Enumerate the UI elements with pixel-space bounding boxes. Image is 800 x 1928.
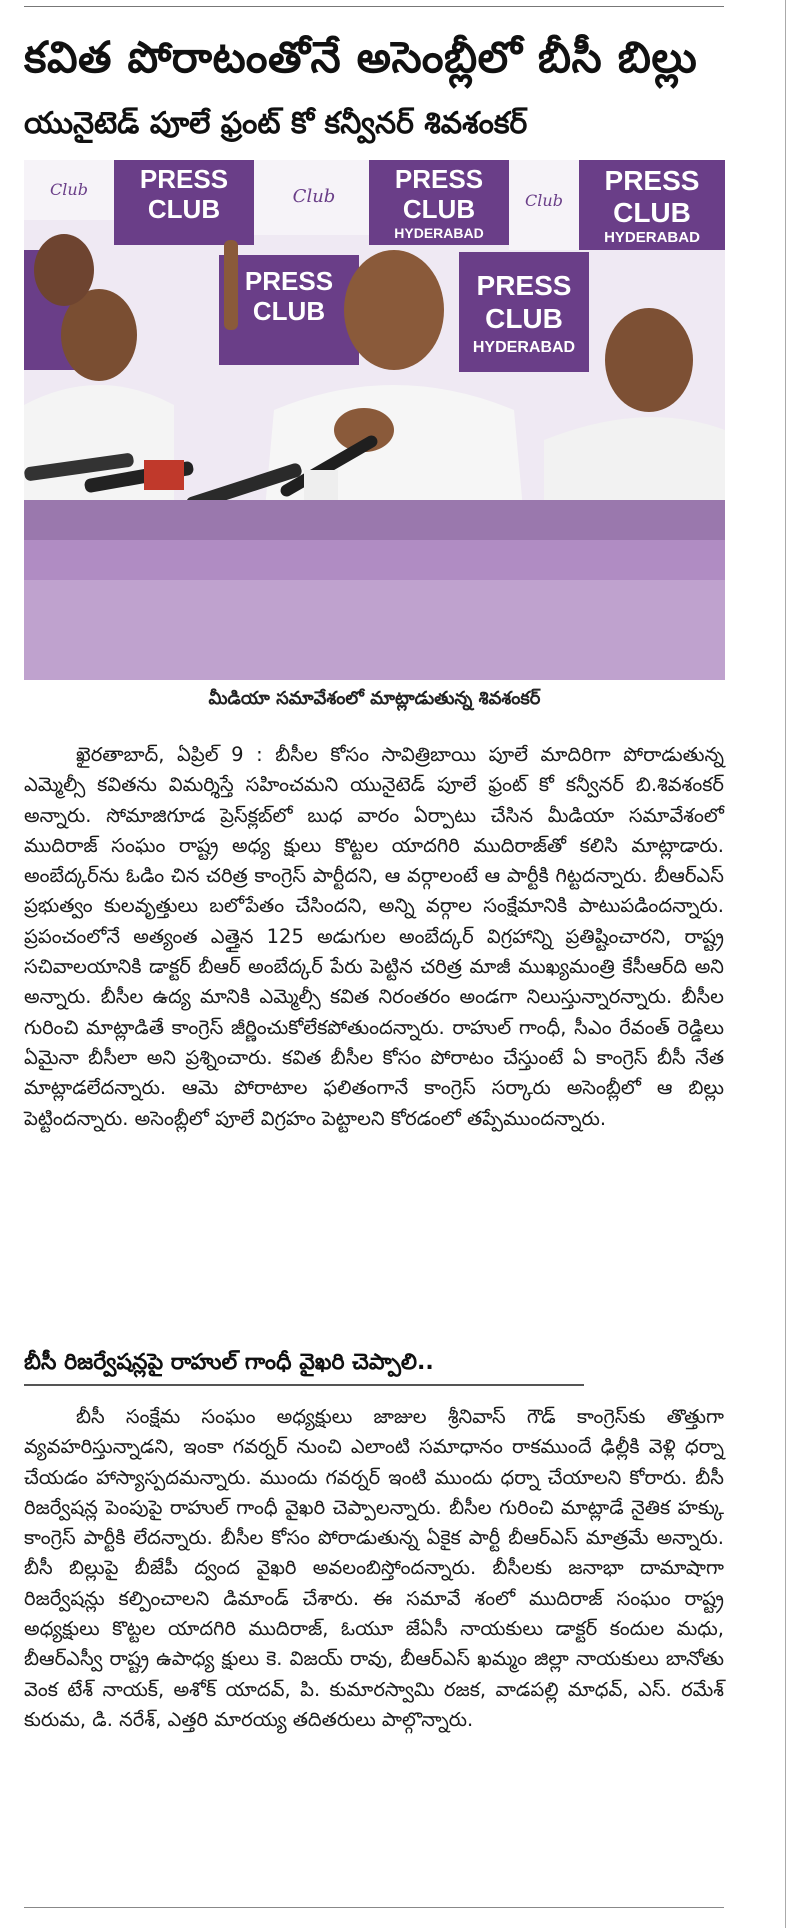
- svg-text:HYDERABAD: HYDERABAD: [604, 229, 700, 246]
- top-rule: [24, 6, 724, 7]
- svg-text:Club: Club: [50, 180, 88, 199]
- svg-text:PRESS: PRESS: [139, 164, 229, 194]
- svg-text:CLUB: CLUB: [485, 303, 563, 334]
- svg-text:CLUB: CLUB: [147, 194, 221, 224]
- svg-text:CLUB: CLUB: [252, 296, 326, 326]
- press-club-banner: [369, 160, 509, 245]
- svg-text:PRESS: PRESS: [394, 164, 484, 194]
- column-rule: [785, 0, 786, 1928]
- press-club-banner: [114, 160, 254, 245]
- subheadline: యునైటెడ్ పూలే ఫ్రంట్ కో కన్వీనర్ శివశంకర్: [24, 106, 528, 141]
- svg-text:HYDERABAD: HYDERABAD: [472, 339, 576, 356]
- svg-text:PRESS: PRESS: [244, 266, 334, 296]
- svg-text:HYDERABAD: HYDERABAD: [394, 225, 484, 241]
- article-body-2: [24, 1402, 724, 1735]
- svg-text:PRESS: PRESS: [604, 165, 700, 196]
- press-club-banner: [579, 160, 725, 250]
- svg-text:Club: Club: [525, 191, 563, 210]
- press-club-banner: [219, 255, 359, 365]
- svg-text:CLUB: CLUB: [402, 194, 476, 224]
- photo-caption: మీడియా సమావేశంలో మాట్లాడుతున్న శివశంకర్: [208, 688, 541, 709]
- press-club-banner: [459, 252, 589, 372]
- article-body-1: [24, 740, 724, 1134]
- paragraph: ఖైరతాబాద్, ఏప్రిల్ 9 : బీసీల కోసం సావిత్రిబాయి పూలే మాదిరిగా పోరాడుతున్న ఎమ్మెల్సీ కవితను విమర్శిస్తే సహించమని యునైటెడ్ పూలే ఫ్రంట్ కో కన్వీనర్ బి.శివశంకర్ అన్నారు. సోమాజిగూడ ప్రెస్‌క్లబ్‌లో బుధ వారం ఏర్పాటు చేసిన మీడియా సమావేశంలో ముదిరాజ్ సంఘం రాష్ట్ర అధ్య క్షులు కొట్టల యాదగిరి ముదిరాజ్‌తో కలిసి మాట్లాడారు. అంబేద్కర్‌ను ఓడిం చిన చరిత్ర కాంగ్రెస్ పార్టీదని, ఆ వర్గాలంటే ఆ పార్టీకి గిట్టదన్నారు. బీఆర్ఎస్ ప్రభుత్వం కులవృత్తులు బలోపేతం చేసిందని, అన్ని వర్గాల సంక్షేమానికి పాటుపడిందన్నారు. ప్రపంచంలోనే అత్యంత ఎత్తైన 125 అడుగుల అంబేద్కర్ విగ్రహాన్ని ప్రతిష్టించారని, రాష్ట్ర సచివాలయానికి డాక్టర్ బీఆర్ అంబేద్కర్ పేరు పెట్టిన చరిత్ర మాజీ ముఖ్యమంత్రి కేసీఆర్‌ది అని అన్నారు. బీసీల ఉద్య మానికి ఎమ్మెల్సీ కవిత నిరంతరం అండగా నిలుస్తున్నారన్నారు. బీసీల గురించి మాట్లాడితే కాంగ్రెస్ జీర్ణించుకోలేకపోతుందన్నారు. రాహుల్ గాంధీ, సీఎం రేవంత్ రెడ్డిలు ఏమైనా బీసీలా అని ప్రశ్నించారు. కవిత బీసీల కోసం పోరాటం చేస్తుంటే ఏ కాంగ్రెస్ బీసీ నేత మాట్లాడలేదన్నారు. ఆమె పోరాటాల ఫలితంగానే కాంగ్రెస్ సర్కారు అసెంబ్లీలో ఆ బిల్లు పెట్టిందన్నారు. అసెంబ్లీలో పూలే విగ్రహం పెట్టాలని కోరడంలో తప్పేముందన్నారు.: [24, 743, 724, 1130]
- svg-text:Club: Club: [292, 186, 336, 207]
- section-heading-underline: [24, 1384, 584, 1386]
- svg-text:PRESS: PRESS: [476, 270, 572, 301]
- photo-illustration: [24, 160, 725, 680]
- bottom-rule: [24, 1907, 724, 1908]
- press-club-logo-tile: [509, 160, 579, 250]
- press-club-logo-tile: [24, 160, 114, 220]
- person-back-left: [34, 234, 94, 306]
- paragraph: బీసీ సంక్షేమ సంఘం అధ్యక్షులు జాజుల శ్రీనివాస్ గౌడ్ కాంగ్రెస్‌కు తొత్తుగా వ్యవహరిస్తున్నాడని, ఇంకా గవర్నర్ నుంచి ఎలాంటి సమాధానం రాకముందే ఢిల్లీకి వెళ్లి ధర్నా చేయడం హాస్యాస్పదమన్నారు. ముందు గవర్నర్ ఇంటి ముందు ధర్నా చేయాలని కోరారు. బీసీ రిజర్వేషన్ల పెంపుపై రాహుల్ గాంధీ వైఖరి చెప్పాలన్నారు. బీసీల గురించి మాట్లాడే నైతిక హక్కు కాంగ్రెస్ పార్టీకి లేదన్నారు. బీసీల కోసం పోరాడుతున్న ఏకైక పార్టీ బీఆర్ఎస్ మాత్రమే అన్నారు. బీసీ బిల్లుపై బీజేపీ ద్వంద వైఖరి అవలంబిస్తోందన్నారు. బీసీలకు జనాభా దామాషాగా రిజర్వేషన్లు కల్పించాలని డిమాండ్ చేశారు. ఈ సమావే శంలో ముదిరాజ్ సంఘం రాష్ట్ర అధ్యక్షులు కొట్టల యాదగిరి ముదిరాజ్, ఓయూ జేఏసీ నాయకులు డాక్టర్ కందుల మధు, బీఆర్ఎస్వీ రాష్ట్ర ఉపాధ్య క్షులు కె. విజయ్ రావు, బీఆర్ఎస్ ఖమ్మం జిల్లా నాయకులు బానోతు వెంక టేశ్ నాయక్, అశోక్ యాదవ్, పి. కుమారస్వామి రజక, వాడపల్లి మాధవ్, ఎస్. రమేశ్ కురుమ, డి. నరేశ్, ఎత్తరి మారయ్య తదితరులు పాల్గొన్నారు.: [24, 1405, 724, 1731]
- headline: కవిత పోరాటంతోనే అసెంబ్లీలో బీసీ బిల్లు: [24, 33, 698, 83]
- press-club-logo-tile: [254, 160, 369, 235]
- svg-text:CLUB: CLUB: [613, 197, 691, 228]
- section-heading: బీసీ రిజర్వేషన్లపై రాహుల్ గాంధీ వైఖరి చెప్పాలి..: [24, 1350, 434, 1375]
- press-meet-photo: [24, 160, 725, 680]
